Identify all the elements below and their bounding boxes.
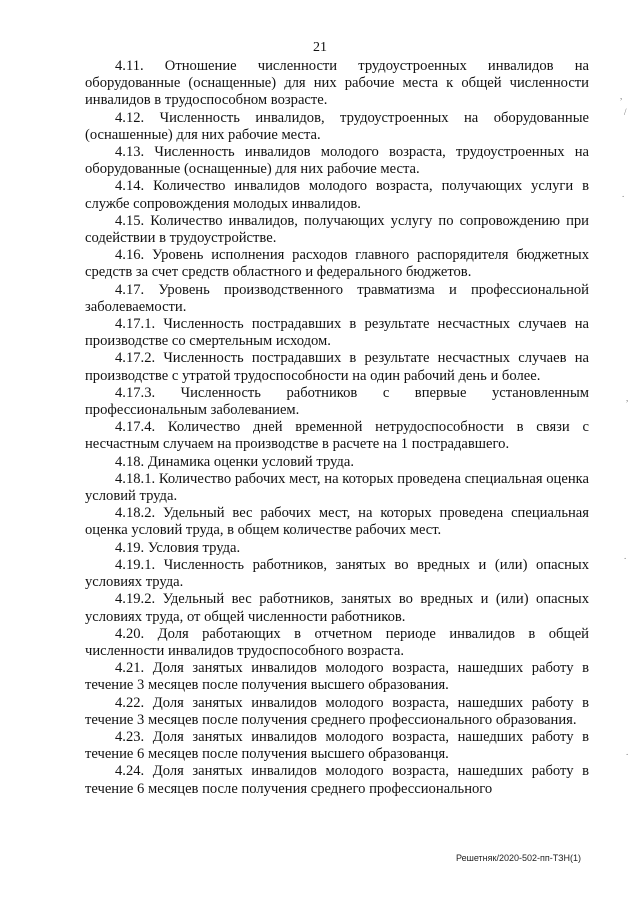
list-item: 4.17.3. Численность работников с впервые установленным профессиональным заболеванием.	[85, 384, 589, 419]
scan-speck-mark: /	[624, 107, 627, 117]
list-item: 4.12. Численность инвалидов, трудоустроенных на оборудованные (оснашенные) для них рабочие места.	[85, 109, 589, 143]
list-item: 4.24. Доля занятых инвалидов молодого возраста, нашедших работу в течение 6 месяцев после получения среднего профессионального	[85, 763, 589, 797]
list-item: 4.20. Доля работающих в отчетном периоде инвалидов в общей численности инвалидов трудоспособного возраста.	[85, 625, 589, 659]
list-item: 4.18. Динамика оценки условий труда.	[115, 453, 354, 470]
scan-speck-mark: .	[624, 551, 627, 561]
list-item: 4.17. Уровень производственного травматизма и профессиональной заболеваемости.	[85, 281, 589, 315]
list-item: 4.21. Доля занятых инвалидов молодого возраста, нашедших работу в течение 3 месяцев после получения высшего образования.	[85, 660, 589, 694]
document-body	[85, 58, 589, 798]
list-item: 4.19.1. Численность работников, занятых во вредных и (или) опасных условиях труда.	[85, 556, 589, 591]
list-item: 4.14. Количество инвалидов молодого возраста, получающих услуги в службе сопровождения молодых инвалидов.	[85, 178, 589, 212]
page-number: 21	[313, 40, 327, 55]
list-item: 4.19.2. Удельный вес работников, занятых во вредных и (или) опасных условиях труда, от общей численности работников.	[85, 591, 589, 625]
scan-speck-mark: .	[622, 189, 625, 199]
document-footer-reference: Решетняк/2020-502-пп-ТЗН(1)	[456, 853, 582, 863]
list-item: 4.17.2. Численность пострадавших в результате несчастных случаев на производстве с утратой трудоспособности на один рабочий день и более.	[85, 350, 589, 384]
list-item: 4.13. Численность инвалидов молодого возраста, трудоустроенных на оборудованные (оснащенные) для них рабочие места.	[85, 144, 589, 178]
scan-speck-mark: ,	[620, 91, 623, 101]
scan-speck-mark: ,	[626, 393, 629, 403]
list-item: 4.23. Доля занятых инвалидов молодого возраста, нашедших работу в течение 6 месяцев после получения высшего образованця.	[85, 728, 589, 763]
list-item: 4.16. Уровень исполнения расходов главного распорядителя бюджетных средств за счет средств областного и федерального бюджетов.	[85, 247, 589, 281]
list-item: 4.22. Доля занятых инвалидов молодого возраста, нашедших работу в течение 3 месяцев после получения среднего профессионального образования.	[85, 694, 589, 728]
list-item: 4.17.4. Количество дней временной нетрудоспособности в связи с несчастным случаем на производстве в расчете на 1 пострадавшего.	[85, 419, 589, 453]
list-item: 4.17.1. Численность пострадавших в результате несчастных случаев на производстве со смертельным исходом.	[85, 316, 589, 350]
list-item: 4.18.2. Удельный вес рабочих мест, на которых проведена специальная оценка условий труда, в общем количестве рабочих мест.	[85, 505, 589, 539]
list-item: 4.19. Условия труда.	[115, 539, 241, 556]
list-item: 4.15. Количество инвалидов, получающих услугу по сопровождению при содействии в трудоустройстве.	[85, 212, 589, 247]
list-item: 4.18.1. Количество рабочих мест, на которых проведена специальная оценка условий труда.	[85, 470, 589, 505]
scan-speck-mark: .	[626, 747, 629, 757]
list-item: 4.11. Отношение численности трудоустроенных инвалидов на оборудованные (оснащенные) для них рабочие места к общей численности инвалидов в трудоспособном возрасте.	[85, 58, 589, 109]
